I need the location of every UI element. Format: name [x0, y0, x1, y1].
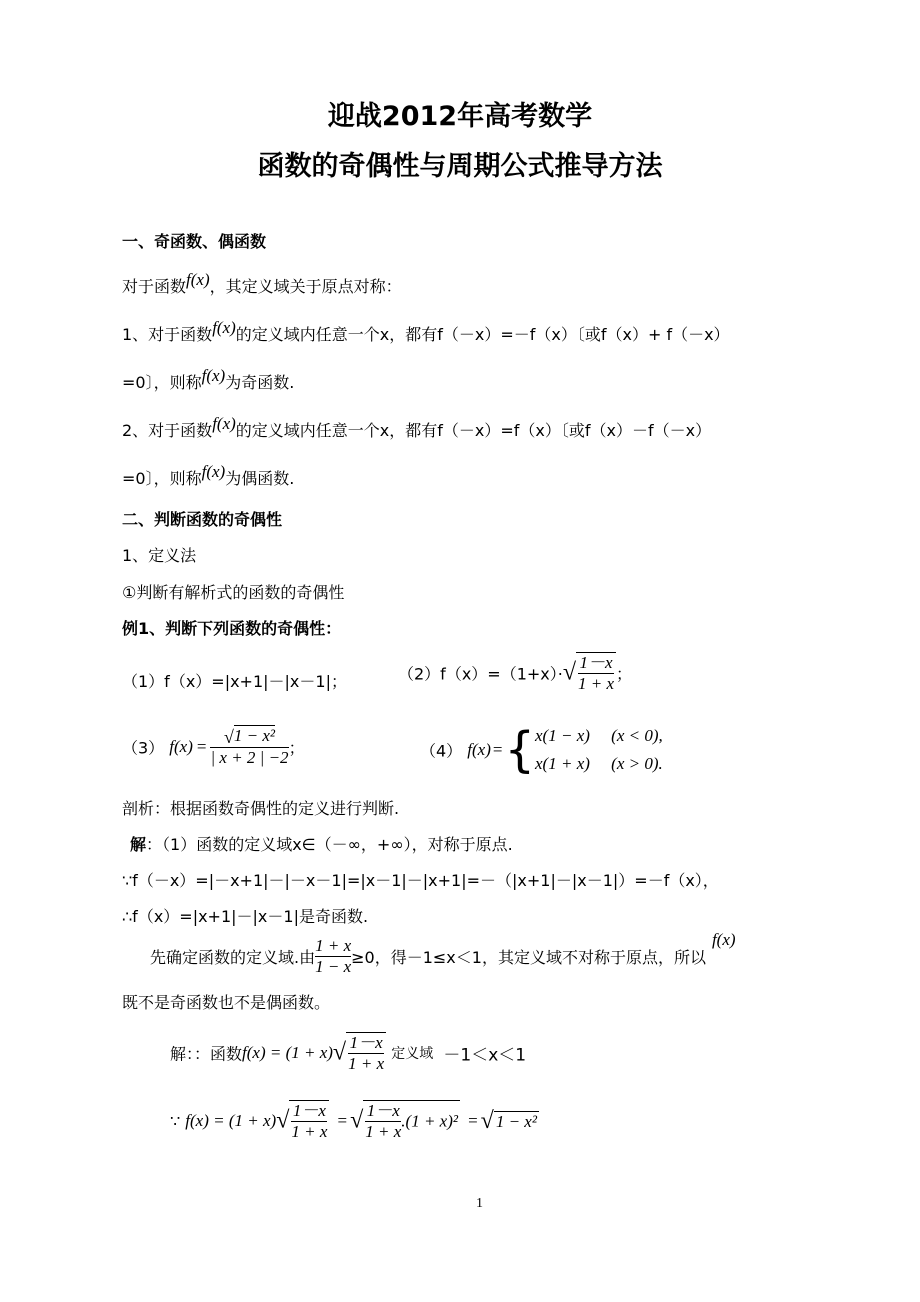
fx-symbol: f(x) — [212, 414, 236, 433]
definition-method: 1、定义法 — [122, 546, 197, 565]
solution-line-4-text-b: ≥0，得－1≤x＜1，其定义域不对称于原点，所以 — [351, 948, 706, 967]
solution-line-6 — [170, 1032, 526, 1074]
odd-text-d: 为奇函数. — [225, 373, 295, 392]
solution-line-6-text-a: 解：：函数 — [170, 1044, 243, 1064]
numerator-3-text: 1 − x² — [233, 726, 276, 745]
sqrt-fraction: √ $\frac{1-x}{1 + x}$ — [332, 1033, 385, 1073]
numerator-3: √1 − x² — [224, 726, 276, 748]
case-2-expr: x(1 + x) — [535, 754, 590, 773]
example-3-label: （3） — [122, 738, 165, 758]
page-number: 1 — [476, 1196, 483, 1211]
intro-text-b: ，其定义域关于原点对称： — [209, 277, 402, 296]
odd-text-a: 1、对于函数 — [122, 325, 213, 344]
final-sqrt: √ 1 − x² — [480, 1107, 537, 1134]
title-line-1: 迎战2012年高考数学 — [327, 101, 593, 132]
numerator: 1－x — [579, 653, 613, 672]
odd-definition-line-2 — [122, 366, 295, 393]
squared-factor: .(1 + x)² — [401, 1111, 458, 1131]
section-2-heading: 二、判断函数的奇偶性 — [122, 510, 283, 529]
analytic-functions-subheading: ①判断有解析式的函数的奇偶性 — [122, 583, 345, 602]
case-1-expr: x(1 − x) — [535, 726, 590, 745]
function-expression: f(x) = (1 + x) — [242, 1043, 333, 1062]
odd-definition-line-1 — [122, 318, 730, 345]
case-2 — [535, 750, 663, 778]
fraction-3 — [210, 726, 288, 768]
denominator-3: | x + 2 | −2 — [210, 748, 289, 768]
sqrt-expression: √ $\frac{1-x}{1 + x}$ .(1 + x)² — [350, 1101, 458, 1141]
title-line-2: 函数的奇偶性与周期公式推导方法 — [257, 151, 663, 182]
analysis: 剖析：根据函数奇偶性的定义进行判断. — [122, 799, 400, 818]
equals-sign: = — [337, 1111, 348, 1130]
odd-text-c: =0〕，则称 — [122, 373, 202, 392]
example-1-heading: 例1、判断下列函数的奇偶性： — [122, 619, 342, 638]
domain-range: －1＜x＜1 — [443, 1045, 527, 1066]
semicolon: ； — [288, 738, 305, 758]
numerator: 1－x — [366, 1101, 400, 1120]
function-expression: f(x) = (1 + x) — [185, 1111, 277, 1130]
solution-line-2: ∵f（－x）=|－x+1|－|－x－1|=|x－1|－|x+1|=－（|x+1|－|x－1|）=－f（x）， — [122, 871, 719, 890]
solution-label: 解 — [130, 835, 147, 854]
solution-line-1-text: ：（1）函数的定义域x∈（－∞，+∞），对称于原点. — [146, 835, 513, 854]
case-1 — [535, 722, 663, 750]
fx-symbol: f(x) — [169, 737, 193, 757]
even-text-b: 的定义域内任意一个x，都有f（－x）=f（x）〔或f（x）－f（－x） — [235, 421, 712, 440]
fx-symbol: f(x) — [186, 270, 210, 289]
section-1-heading: 一、奇函数、偶函数 — [122, 232, 267, 251]
denominator: 1 − x — [315, 957, 352, 976]
sqrt-fraction-1: √ $\frac{1-x}{1 + x}$ — [276, 1101, 328, 1141]
even-text-c: =0〕，则称 — [122, 469, 202, 488]
even-definition-line-1 — [122, 414, 712, 441]
fx-symbol: f(x) — [201, 462, 226, 481]
solution-line-3: ∴f（x）=|x+1|－|x－1|是奇函数. — [122, 907, 369, 926]
fx-symbol: f(x) — [212, 318, 236, 337]
semicolon: ； — [616, 664, 633, 684]
solution-line-7 — [170, 1100, 539, 1142]
solution-line-4 — [150, 930, 736, 977]
fx-symbol: f(x) — [711, 930, 736, 949]
example-item-3 — [122, 726, 305, 768]
denominator: 1 + x — [365, 1122, 402, 1141]
intro-text-a: 对于函数 — [122, 277, 187, 296]
example-item-2 — [398, 652, 632, 694]
solution-line-5: 既不是奇函数也不是偶函数。 — [122, 993, 331, 1012]
numerator: 1－x — [349, 1033, 383, 1052]
even-definition-line-2 — [122, 462, 295, 489]
domain-label: 定义域 — [391, 1046, 434, 1062]
example-item-4 — [420, 722, 663, 778]
domain-fraction — [315, 936, 351, 977]
equals-sign: = — [492, 740, 503, 759]
solution-line-4-text-a: 先确定函数的定义域.由 — [150, 948, 316, 967]
sqrt-fraction: √ $\frac{1-x}{1 + x}$ — [562, 653, 615, 693]
left-brace: { — [504, 722, 536, 778]
even-text-a: 2、对于函数 — [122, 421, 213, 440]
fx-symbol: f(x) — [467, 740, 491, 759]
case-1-domain: (x < 0), — [611, 726, 663, 745]
fx-symbol: f(x) — [201, 366, 226, 385]
intro-paragraph — [122, 270, 402, 297]
case-2-domain: (x > 0). — [611, 754, 663, 773]
piecewise-cases — [535, 722, 663, 778]
numerator: 1－x — [292, 1101, 326, 1120]
solution-line-1 — [130, 832, 513, 855]
equals-sign: = — [196, 737, 207, 757]
numerator: 1 + x — [315, 936, 352, 955]
example-item-1: （1）f（x）=|x+1|－|x－1|； — [122, 672, 347, 691]
even-text-d: 为偶函数. — [225, 469, 295, 488]
example-2-text: （2）f（x）=（1+x）· — [398, 664, 563, 684]
equals-sign: = — [468, 1111, 478, 1130]
because-symbol: ∵ — [170, 1111, 181, 1131]
odd-text-b: 的定义域内任意一个x，都有f（－x）=－f（x）〔或f（x）+ f（－x） — [235, 325, 730, 344]
example-4-label: （4） — [420, 741, 463, 761]
denominator: 1 + x — [291, 1122, 328, 1141]
denominator: 1 + x — [348, 1054, 385, 1073]
denominator: 1 + x — [578, 674, 615, 693]
final-expression: 1 − x² — [495, 1111, 537, 1131]
